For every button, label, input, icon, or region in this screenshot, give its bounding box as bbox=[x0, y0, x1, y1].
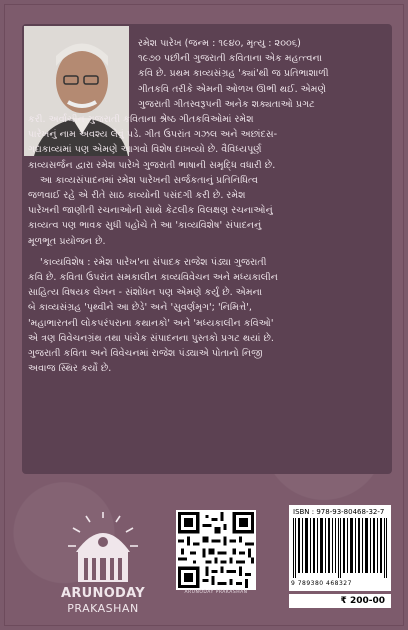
isbn-barcode bbox=[289, 505, 391, 591]
barcode-number: 9 789380 468327 bbox=[291, 580, 352, 587]
para2-line: મૂળભૂત પ્રયોજન છે. bbox=[28, 235, 106, 247]
sun-temple-icon bbox=[68, 512, 138, 584]
para2-line: જળવાઈ રહે એ રીતે સાઠ કાવ્યોની પસંદગી કરી છે. રમેશ bbox=[28, 190, 246, 202]
bio-line: કરી. અર્વાચીન ગુજરાતી કવિતાના શ્રેષ્ઠ ગીતકવિઓમાં રમેશ bbox=[28, 114, 254, 126]
para3-line: કવિ છે. કવિતા ઉપરાંત સમકાલીન કાવ્યવિવેચન અને મધ્યકાલીન bbox=[28, 272, 278, 284]
para2-line: પારેખની જાણીતી રચનાઓની સાથે કેટલીક વિલક્ષણ રચનાઓનું bbox=[28, 205, 273, 217]
bio-line: ગુજરાતી ગીતસ્વરૂપની અનેક શક્યતાઓ પ્રગટ bbox=[138, 98, 315, 110]
para3-line: 'કાવ્યવિશેષ : રમેશ પારેખ'ના સંપાદક રાજેશ પંડ્યા ગુજરાતી bbox=[40, 256, 267, 268]
publisher-logo bbox=[58, 512, 148, 615]
bio-line: ગદ્યકાવ્યમાં પણ એમણે આગવો વિશેષ દાખવ્યો છે. વૈવિધ્યપૂર્ણ bbox=[28, 144, 262, 156]
para3-line: ગુજરાતી કવિતા અને વિવેચનમાં રાજેશ પંડ્યાએ પોતાનો નિજી bbox=[28, 348, 263, 360]
isbn-label: ISBN : 978-93-80468-32-7 bbox=[293, 508, 385, 516]
back-cover-text bbox=[28, 36, 392, 376]
bio-line: ગીતકવિ તરીકે એમની ઓળખ ઊભી થઈ. એમણે bbox=[138, 83, 326, 95]
para3-line: સાહિત્ય વિષયક લેખન - સંશોધન પણ એમણે કર્યું છે. એમના bbox=[28, 287, 263, 299]
qr-code bbox=[176, 510, 256, 590]
price-tag: ₹ 200-00 bbox=[289, 594, 391, 608]
para3-line: અવાજ સ્થિર કર્યો છે. bbox=[28, 363, 112, 375]
para3-line: 'મહાભારતની લોકપરંપરાના કથાનકો' અને 'મધ્યકાલીન કવિઓ' bbox=[28, 317, 274, 329]
bio-line: પારેખનું નામ અવશ્ય લેવું પડે. ગીત ઉપરાંત ગઝલ અને અછાંદસ- bbox=[28, 129, 278, 141]
publisher-name: ARUNODAY bbox=[61, 586, 145, 601]
bio-line: કાવ્યસર્જન દ્વારા રમેશ પારેખે ગુજરાતી ભાષાની સમૃદ્ધિ વધારી છે. bbox=[28, 159, 276, 171]
barcode-icon bbox=[293, 518, 387, 578]
para3-line: બે કાવ્યસંગ્રહ 'પૃથ્વીને આ છેડે' અને 'સુવર્ણમૃગ'; 'નિમિત્તે', bbox=[28, 302, 252, 314]
para3-line: એ ત્રણ વિવેચનગ્રંથ તથા પાંચેક સંપાદનના પુસ્તકો પ્રગટ થયાં છે. bbox=[28, 332, 274, 344]
publisher-subname: PRAKASHAN bbox=[67, 602, 139, 615]
bio-line: રમેશ પારેખ (જન્મ : ૧૯૪૦, મૃત્યુ : ૨૦૦૬) bbox=[138, 38, 301, 49]
bio-line: ૧૯૭૦ પછીની ગુજરાતી કવિતાના એક મહત્ત્વના bbox=[138, 53, 322, 65]
para2-line: આ કાવ્યસંપાદનમાં રમેશ પારેખની સર્જકતાનું પ્રતિનિધિત્વ bbox=[40, 174, 259, 186]
bio-line: કવિ છે. પ્રથમ કાવ્યસંગ્રહ 'ક્યાં'થી જ પ્રતિભાશાળી bbox=[138, 68, 329, 80]
para2-line: કાવ્યત્વ પણ ભાવક સુધી પહોંચે તે આ 'કાવ્યવિશેષ' સંપાદનનું bbox=[28, 220, 262, 232]
qr-caption: ARUNODAY PRAKASHAN bbox=[184, 590, 248, 595]
